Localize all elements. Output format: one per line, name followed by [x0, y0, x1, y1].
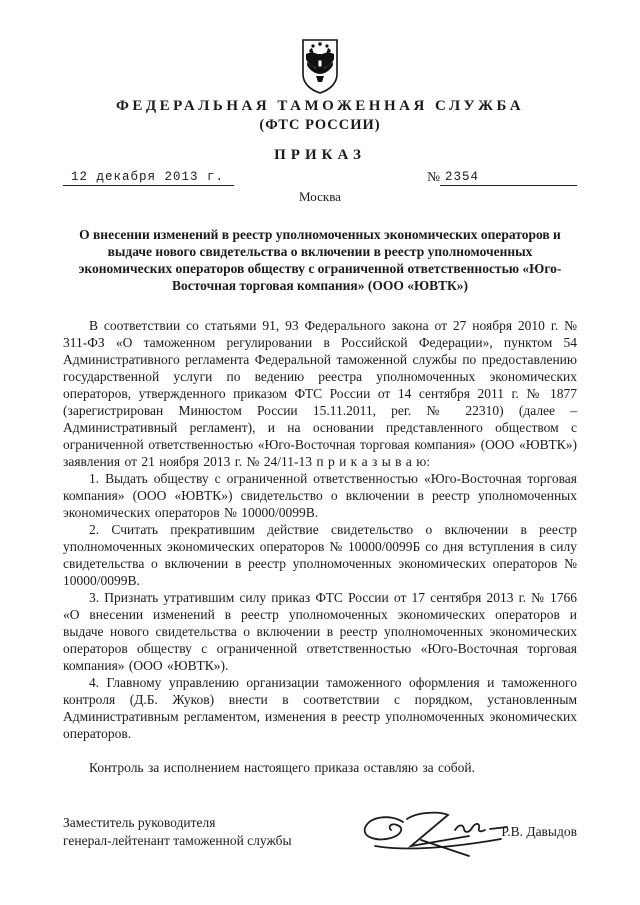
- signatory-name: Р.В. Давыдов: [501, 824, 577, 839]
- control-paragraph: Контроль за исполнением настоящего приказа оставляю за собой.: [89, 760, 475, 775]
- signature-block: [63, 814, 577, 850]
- document-number-field: [427, 169, 577, 186]
- signatory-position-line1: Заместитель руководителя: [63, 815, 216, 830]
- date-number-row: [63, 166, 577, 186]
- intro-paragraph: В соответствии со статьями 91, 93 Федерального закона от 27 ноября 2010 г. № 311-ФЗ «О таможенном регулировании в Российской Федерации», пунктом 54 Административного регламента Федеральной таможенной службы по предоставлению государственной услуги по ведению реестра уполномоченных экономических операторов, утвержденного приказом ФТС России от 14 сентября 2011 г. № 1877 (зарегистрирован Минюстом России 15.11.2011, рег. № 22310) (далее – Административный регламент), и на основании представленного обществом с ограниченной ответственностью «Юго-Восточная торговая компания» (ООО «ЮВТК») заявления от 21 ноября 2013 г. № 24/11-13 п р и к а з ы в а ю:: [63, 318, 577, 469]
- signatory-position-line2: генерал-лейтенант таможенной службы: [63, 833, 292, 848]
- order-item-2: 2. Считать прекратившим действие свидетельство о включении в реестр уполномоченных экономических операторов № 10000/0099Б со дня вступления в силу свидетельства о включении в реестр уполномоченных экономических операторов № 10000/0099В.: [63, 522, 577, 588]
- order-item-4: 4. Главному управлению организации таможенного оформления и таможенного контроля (Д.Б. Жуков) внести в соответствии с порядком, установленным Административным регламентом, изменения в реестр уполномоченных экономических операторов.: [63, 675, 577, 741]
- order-item-1: 1. Выдать обществу с ограниченной ответственностью «Юго-Восточная торговая компания» (ООО «ЮВТК») свидетельство о включении в реестр уполномоченных экономических операторов № 10000/0099В.: [63, 471, 577, 520]
- document-number: 2354: [440, 170, 577, 186]
- document-title: О внесении изменений в реестр уполномоченных экономических операторов и выдаче нового свидетельства о включении в реестр уполномоченных экономических операторов обществу с ограниченной ответственностью «Юго-Восточная торговая компания» (ООО «ЮВТК»): [78, 227, 562, 293]
- document-body: [63, 317, 577, 776]
- handwritten-signature: [351, 802, 511, 864]
- order-item-3: 3. Признать утратившим силу приказ ФТС России от 17 сентября 2013 г. № 1766 «О внесении изменений в реестр уполномоченных экономических операторов и выдаче нового свидетельства о включении в реестр уполномоченных экономических операторов обществу с ограниченной ответственностью «Юго-Восточная торговая компания» (ООО «ЮВТК»).: [63, 590, 577, 673]
- emblem-container: [63, 38, 577, 94]
- document-type-heading: ПРИКАЗ: [274, 147, 366, 163]
- org-abbreviation: (ФТС РОССИИ): [259, 117, 381, 133]
- org-name: ФЕДЕРАЛЬНАЯ ТАМОЖЕННАЯ СЛУЖБА: [115, 98, 525, 114]
- city-label: Москва: [299, 189, 341, 204]
- number-sign: №: [427, 169, 440, 184]
- russian-coat-of-arms-icon: [300, 38, 340, 94]
- document-date: 12 декабря 2013 г.: [63, 170, 234, 186]
- signatory-position: [63, 814, 292, 850]
